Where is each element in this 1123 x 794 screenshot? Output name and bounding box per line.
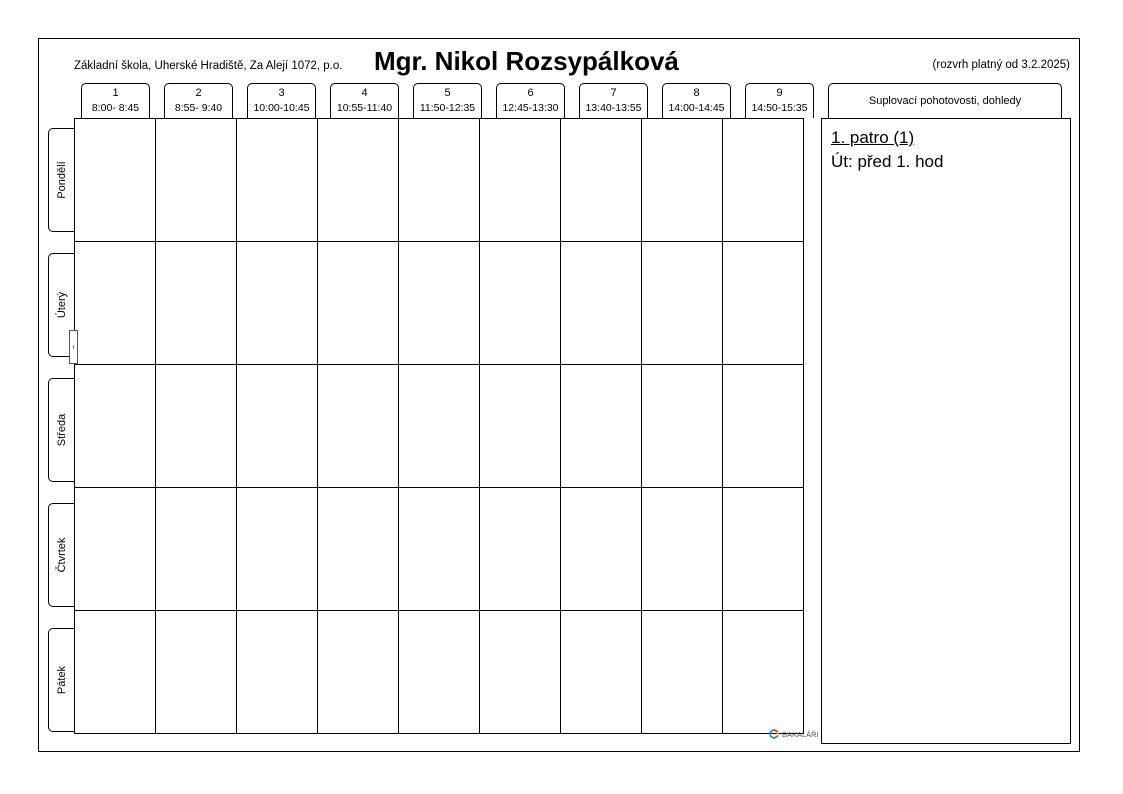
duty-time: Út: před 1. hod: [831, 152, 944, 171]
period-number: 9: [776, 87, 783, 99]
lesson-cell: [75, 488, 156, 611]
duty-location: 1. patro (1): [831, 128, 915, 147]
lesson-cell: [156, 365, 237, 488]
period-time: 14:50-15:35: [751, 102, 808, 114]
lesson-cell: [399, 365, 480, 488]
lesson-cell: [399, 611, 480, 734]
duty-panel: [821, 118, 1071, 744]
period-header-9: [745, 83, 814, 118]
day-label: Čtvrtek: [55, 537, 68, 573]
lesson-cell: [723, 488, 804, 611]
lesson-cell: [75, 365, 156, 488]
duty-header: Suplovací pohotovosti, dohledy: [828, 83, 1062, 118]
day-label: Pátek: [55, 665, 68, 695]
lesson-cell: [237, 488, 318, 611]
period-number: 4: [361, 87, 368, 99]
brand-name: BAKALÁŘI: [782, 729, 819, 739]
timetable-row-tuesday: [75, 242, 804, 365]
day-header-wednesday: [48, 378, 74, 482]
lesson-cell: [318, 119, 399, 242]
period-number: 8: [693, 87, 700, 99]
lesson-cell: [561, 488, 642, 611]
period-header-2: [164, 83, 233, 118]
logo-edge-red: [774, 730, 778, 732]
timetable-row-thursday: [75, 488, 804, 611]
period-time: 10:00-10:45: [253, 102, 310, 114]
timetable-grid: [74, 118, 804, 734]
lesson-cell: [480, 365, 561, 488]
period-number: 7: [610, 87, 617, 99]
period-header-6: [496, 83, 565, 118]
period-time: 8:55- 9:40: [174, 102, 223, 114]
period-header-8: [662, 83, 731, 118]
teacher-name: Mgr. Nikol Rozsypálková: [374, 46, 679, 76]
school-name: Základní škola, Uherské Hradiště, Za Alejí 1072, p.o.: [74, 60, 343, 72]
period-time: 8:00- 8:45: [91, 102, 140, 114]
lesson-cell: [237, 611, 318, 734]
period-header-1: [81, 83, 150, 118]
lesson-cell: [480, 488, 561, 611]
period-number: 1: [112, 87, 119, 99]
timetable-row-wednesday: [75, 365, 804, 488]
lesson-cell: [561, 242, 642, 365]
lesson-cell: [318, 488, 399, 611]
lesson-cell: [723, 611, 804, 734]
period-time: 14:00-14:45: [668, 102, 725, 114]
period-number: 2: [195, 87, 202, 99]
period-time: 12:45-13:30: [502, 102, 559, 114]
logo-edge-green: [774, 736, 778, 738]
lesson-cell: [723, 119, 804, 242]
lesson-cell: [237, 365, 318, 488]
lesson-cell: [642, 119, 723, 242]
lesson-cell: [237, 119, 318, 242]
period-number: 3: [278, 87, 285, 99]
lesson-cell: [723, 242, 804, 365]
period-number: 6: [527, 87, 534, 99]
lesson-cell: [399, 488, 480, 611]
lesson-cell: [75, 119, 156, 242]
lesson-cell: [156, 611, 237, 734]
bakalari-logo-icon: [769, 729, 779, 739]
period-time: 11:50-12:35: [419, 102, 476, 114]
lesson-cell: [642, 611, 723, 734]
lesson-cell: [156, 242, 237, 365]
lesson-cell: [399, 119, 480, 242]
lesson-cell: [561, 365, 642, 488]
lesson-cell: [480, 611, 561, 734]
lesson-cell: [561, 611, 642, 734]
period-header-4: [330, 83, 399, 118]
day-label: Pondělí: [55, 161, 68, 199]
lesson-cell: [642, 365, 723, 488]
lesson-cell: [642, 488, 723, 611]
period-number: 5: [444, 87, 451, 99]
timetable-row-monday: [75, 119, 804, 242]
schedule-validity: (rozvrh platný od 3.2.2025): [932, 59, 1070, 71]
lesson-cell: [237, 242, 318, 365]
period-header-5: [413, 83, 482, 118]
period-header-7: [579, 83, 648, 118]
lesson-cell: [156, 119, 237, 242]
lesson-cell: [480, 119, 561, 242]
lesson-cell: [318, 365, 399, 488]
day-label: Úterý: [55, 291, 68, 319]
day-header-monday: [48, 128, 74, 232]
brand-mark: [769, 729, 819, 739]
scroll-handle[interactable]: [69, 330, 78, 364]
lesson-cell: [75, 242, 156, 365]
day-header-friday: [48, 628, 74, 732]
lesson-cell: [75, 611, 156, 734]
lesson-cell: [723, 365, 804, 488]
lesson-cell: [156, 488, 237, 611]
lesson-cell: [480, 242, 561, 365]
day-header-thursday: [48, 503, 74, 607]
day-label: Středa: [55, 413, 68, 447]
lesson-cell: [561, 119, 642, 242]
lesson-cell: [642, 242, 723, 365]
period-header-3: [247, 83, 316, 118]
lesson-cell: [318, 242, 399, 365]
timetable-row-friday: [75, 611, 804, 734]
period-time: 10:55-11:40: [336, 102, 393, 114]
period-time: 13:40-13:55: [585, 102, 642, 114]
lesson-cell: [399, 242, 480, 365]
lesson-cell: [318, 611, 399, 734]
